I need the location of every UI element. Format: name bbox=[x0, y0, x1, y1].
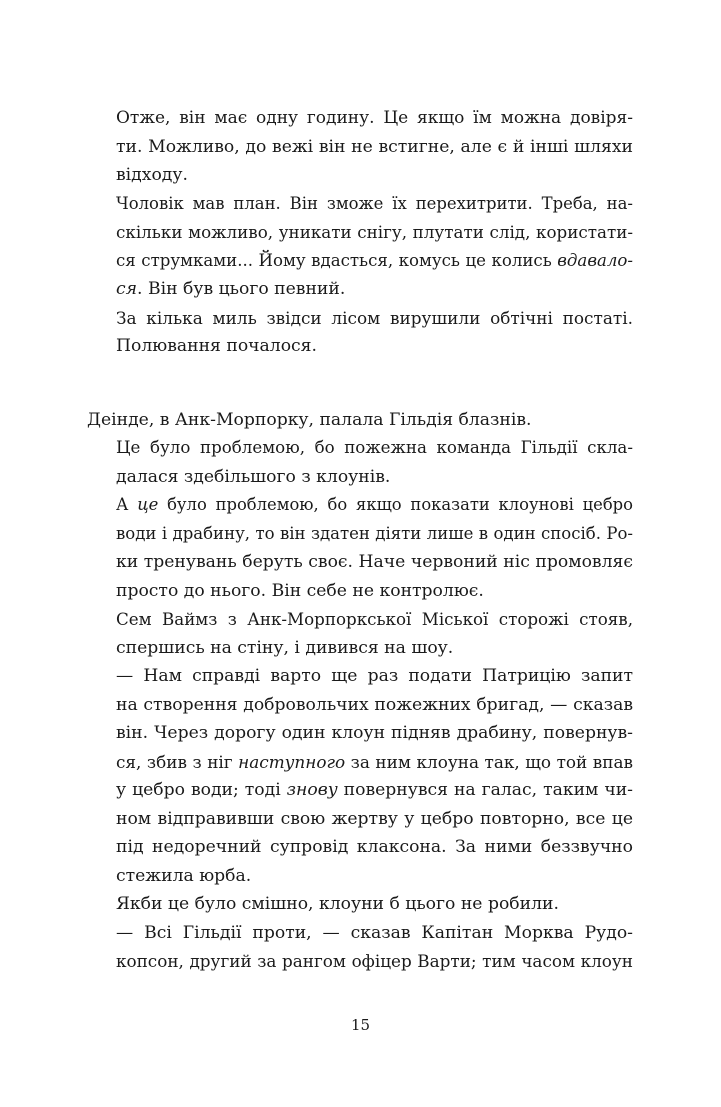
text-line bbox=[87, 190, 633, 219]
text-line bbox=[87, 304, 633, 333]
text-line bbox=[87, 805, 633, 834]
text-section-guild-fire bbox=[87, 406, 633, 976]
text-line bbox=[87, 463, 633, 492]
text-run: — Всі Гільдії проти, — сказав Капітан Морква Рудо- bbox=[116, 922, 633, 943]
text-run: спершись на стіну, і дивився на шоу. bbox=[116, 637, 454, 658]
text-run: Якби це було смішно, клоуни б цього не робили. bbox=[116, 894, 559, 914]
text-line bbox=[87, 776, 633, 805]
text-run: у цебро води; тоді bbox=[116, 780, 287, 800]
text-run: повернувся на галас, таким чи- bbox=[337, 780, 633, 800]
text-line bbox=[87, 719, 633, 748]
text-run: . Він був цього певний. bbox=[137, 279, 346, 299]
emphasis-text: це bbox=[137, 495, 159, 514]
text-run: під недоречний супровід клаксона. За ними беззвучно bbox=[116, 837, 633, 857]
text-run: Полювання почалося. bbox=[116, 336, 317, 356]
text-run: стежила юрба. bbox=[116, 865, 252, 886]
text-run: А bbox=[116, 495, 138, 514]
text-line bbox=[87, 218, 633, 247]
text-run: Це було проблемою, бо пожежна команда Гільдії скла- bbox=[116, 438, 633, 457]
text-line bbox=[87, 691, 633, 720]
text-line bbox=[87, 833, 633, 862]
text-line bbox=[87, 332, 633, 361]
text-line bbox=[87, 520, 633, 549]
emphasis-text: знову bbox=[286, 780, 338, 800]
book-page bbox=[87, 104, 633, 976]
emphasis-text: наступного bbox=[238, 751, 346, 772]
text-run: ном відправивши свою жертву у цебро повторно, все це bbox=[116, 808, 633, 829]
text-run: далася здебільшого з клоунів. bbox=[116, 466, 391, 487]
text-line bbox=[87, 133, 633, 162]
text-line bbox=[87, 634, 633, 663]
text-line bbox=[87, 605, 633, 634]
text-run: за ним клоуна так, що той впав bbox=[345, 751, 633, 772]
text-line bbox=[87, 161, 633, 190]
text-run: ся, збив з ніг bbox=[116, 751, 239, 772]
text-line bbox=[87, 919, 633, 948]
text-run: копсон, другий за рангом офіцер Варти; тим часом клоун bbox=[116, 951, 633, 971]
text-run: просто до нього. Він себе не контролює. bbox=[116, 580, 484, 601]
text-run: відходу. bbox=[116, 165, 188, 185]
paragraph bbox=[87, 434, 633, 491]
text-line bbox=[87, 406, 633, 435]
text-line bbox=[87, 947, 633, 976]
text-line bbox=[87, 491, 633, 520]
page-number: 15 bbox=[350, 1016, 371, 1034]
text-run: води і драбину, то він здатен діяти лише в один спосіб. Ро- bbox=[116, 523, 633, 543]
paragraph bbox=[87, 304, 633, 361]
text-run: на створення добровольчих пожежних бригад, — сказав bbox=[116, 694, 633, 715]
text-line bbox=[87, 662, 633, 691]
text-run: Деінде, в Анк-Морпорку, палала Гільдія блазнів. bbox=[87, 409, 532, 430]
paragraph bbox=[87, 662, 633, 890]
text-line bbox=[87, 577, 633, 606]
text-run: Чоловік мав план. Він зможе їх перехитрити. Треба, на- bbox=[116, 193, 633, 213]
text-line bbox=[87, 434, 633, 463]
text-run: — Нам справді варто ще раз подати Патрицію запит bbox=[116, 666, 633, 686]
paragraph bbox=[87, 605, 633, 662]
text-run: ки тренувань беруть своє. Наче червоний ніс промовляє bbox=[116, 552, 633, 572]
text-run: скільки можливо, уникати снігу, плутати слід, користати- bbox=[116, 222, 633, 242]
paragraph bbox=[87, 104, 633, 190]
text-line bbox=[87, 548, 633, 577]
paragraph bbox=[87, 919, 633, 976]
paragraph bbox=[87, 406, 633, 435]
paragraph bbox=[87, 491, 633, 605]
text-line bbox=[87, 890, 633, 919]
section-break bbox=[87, 361, 633, 406]
text-line bbox=[87, 275, 633, 304]
text-run: було проблемою, бо якщо показати клоунові цебро bbox=[158, 495, 634, 514]
emphasis-text: вдавало- bbox=[557, 250, 633, 270]
text-line bbox=[87, 862, 633, 891]
emphasis-text: ся bbox=[116, 279, 138, 299]
text-run: Сем Ваймз з Анк-Морпоркської Міської сторожі стояв, bbox=[116, 609, 633, 629]
text-run: За кілька миль звідси лісом вирушили обтічні постаті. bbox=[116, 307, 633, 328]
text-line bbox=[87, 104, 633, 133]
text-run: ти. Можливо, до вежі він не встигне, але є й інші шляхи bbox=[116, 136, 633, 157]
text-run: Отже, він має одну годину. Це якщо їм можна довіря- bbox=[116, 108, 633, 128]
paragraph bbox=[87, 190, 633, 304]
paragraph bbox=[87, 890, 633, 919]
text-run: ся струмками... Йому вдасться, комусь це колись bbox=[116, 250, 558, 270]
text-section-hunt bbox=[87, 104, 633, 361]
text-line bbox=[87, 748, 633, 777]
text-line bbox=[87, 247, 633, 276]
text-run: він. Через дорогу один клоун підняв драбину, повернув- bbox=[116, 723, 633, 743]
